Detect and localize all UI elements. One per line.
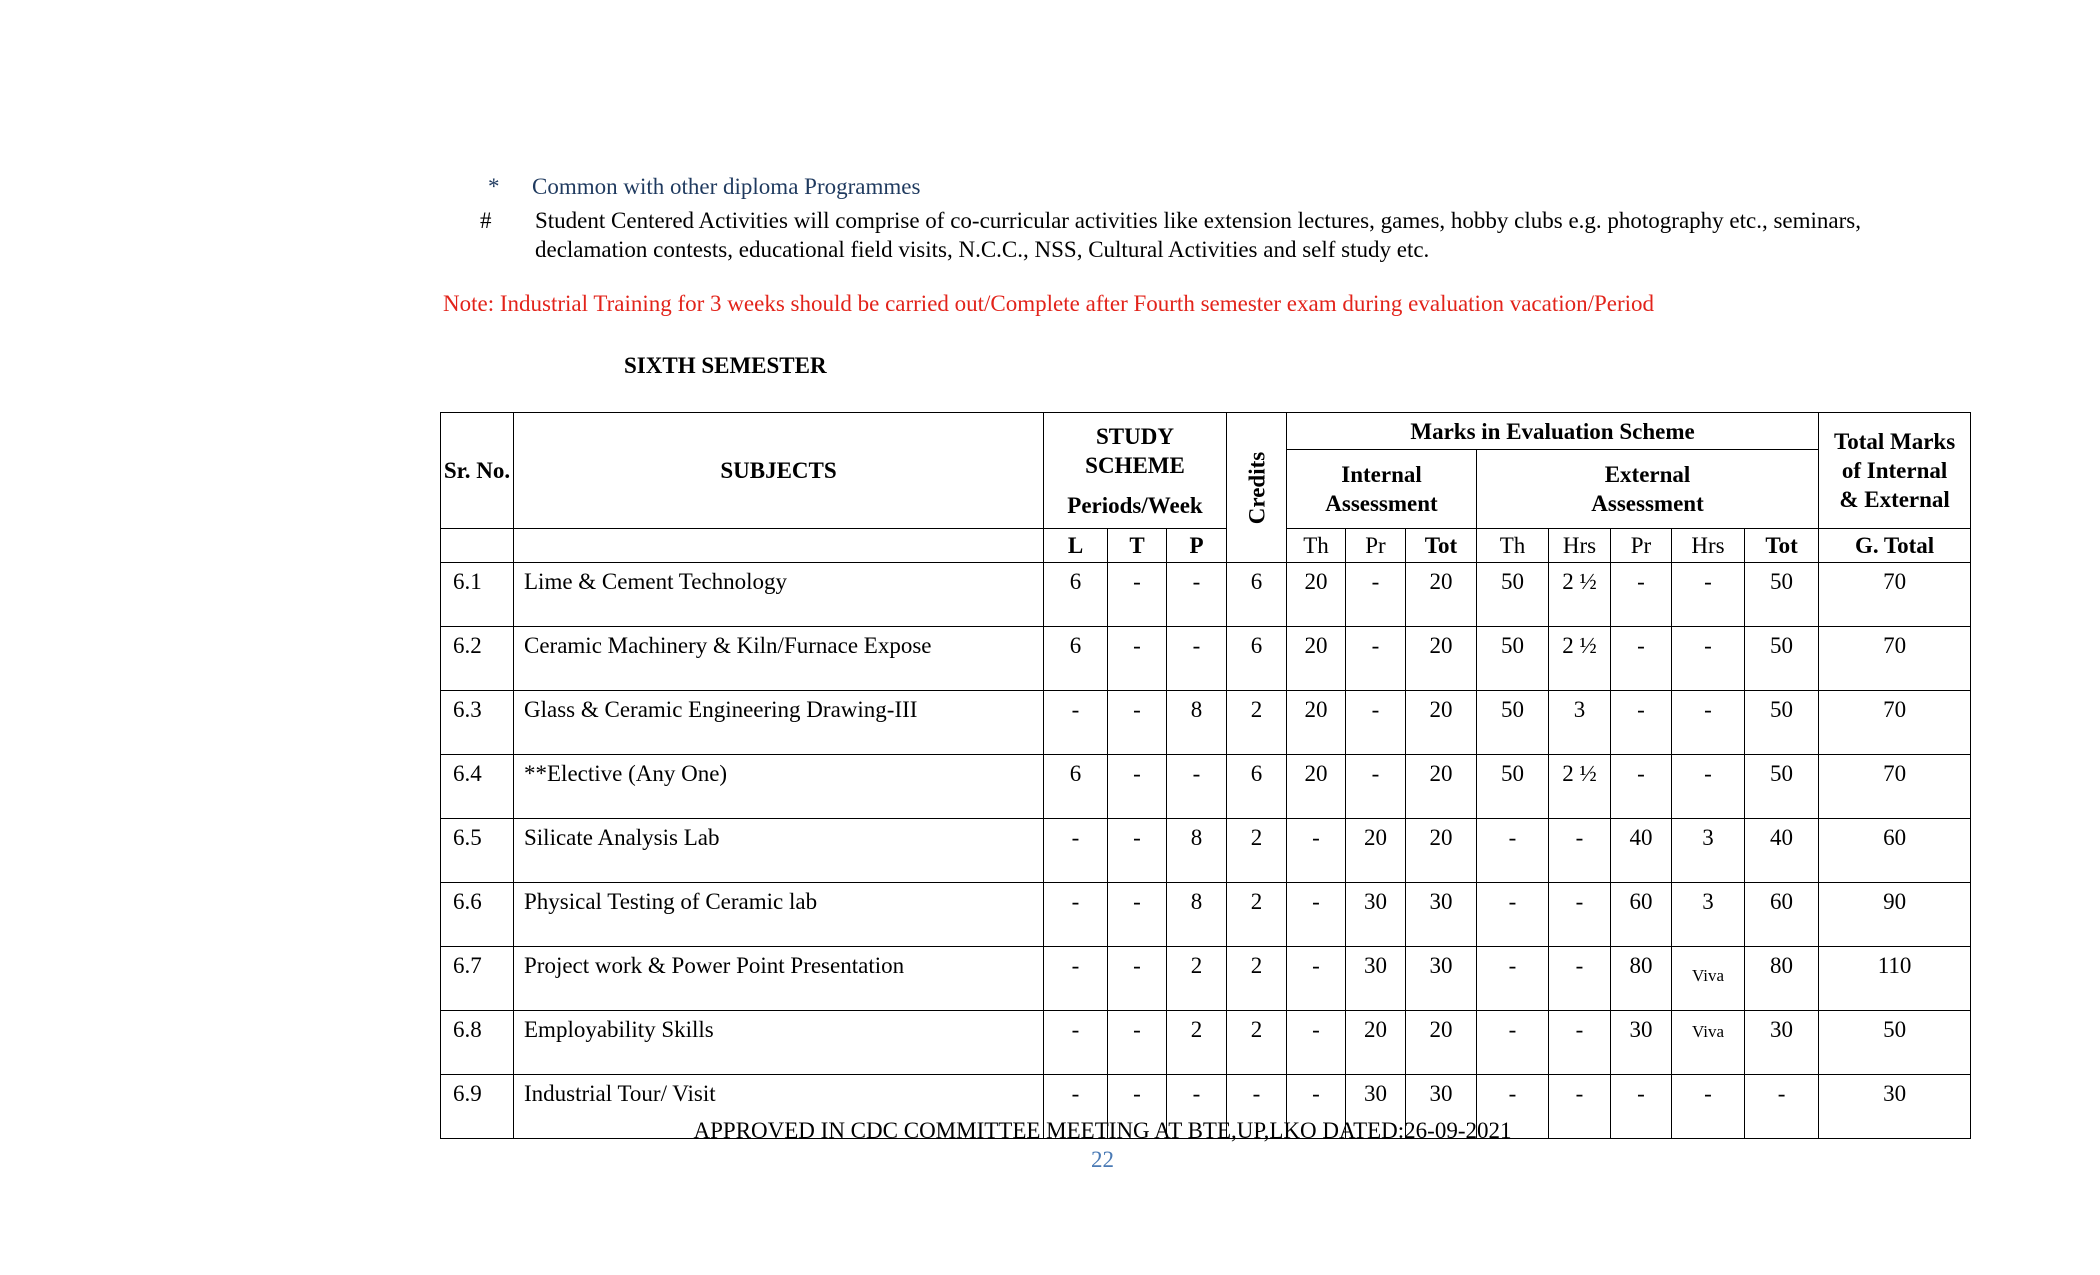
header-row: [441, 413, 1971, 450]
cell-l: -: [1044, 1075, 1108, 1139]
total-marks-header: [1819, 413, 1971, 529]
cell-p: 2: [1167, 947, 1227, 1011]
total-marks-label: Total Marks of Internal & External: [1833, 429, 1956, 512]
cell-l: -: [1044, 819, 1108, 883]
cell-sr: 6.5: [441, 819, 514, 883]
cell-l: -: [1044, 883, 1108, 947]
cell-int-tot: 20: [1406, 1011, 1477, 1075]
col-ext-pr: Pr: [1611, 529, 1672, 563]
cell-ext-th: -: [1477, 819, 1549, 883]
evaluation-scheme-table: [440, 412, 1971, 1139]
cell-ext-pr: -: [1611, 563, 1672, 627]
cell-p: -: [1167, 1075, 1227, 1139]
cell-ext-pr: -: [1611, 755, 1672, 819]
cell-ext-pr-hrs: 3: [1672, 819, 1745, 883]
col-int-th: Th: [1287, 529, 1346, 563]
cell-subject: Glass & Ceramic Engineering Drawing-III: [514, 691, 1044, 755]
cell-t: -: [1108, 627, 1167, 691]
cell-ext-pr: 30: [1611, 1011, 1672, 1075]
cell-l: 6: [1044, 755, 1108, 819]
cell-sr: 6.2: [441, 627, 514, 691]
cell-ext-pr-hrs: -: [1672, 1075, 1745, 1139]
cell-sr: 6.9: [441, 1075, 514, 1139]
cell-int-th: 20: [1287, 563, 1346, 627]
cell-subject: Ceramic Machinery & Kiln/Furnace Expose: [514, 627, 1044, 691]
cell-t: -: [1108, 1011, 1167, 1075]
table-row: [441, 627, 1971, 691]
approval-footer: APPROVED IN CDC COMMITTEE MEETING AT BTE,UP,LKO DATED:26-09-2021: [693, 1118, 1512, 1143]
cell-int-pr: 20: [1346, 1011, 1406, 1075]
cell-p: -: [1167, 755, 1227, 819]
study-scheme-title: STUDY SCHEME: [1085, 424, 1185, 478]
table-row: [441, 819, 1971, 883]
cell-credits: 6: [1227, 627, 1287, 691]
cell-p: -: [1167, 627, 1227, 691]
cell-int-pr: 30: [1346, 1075, 1406, 1139]
cell-l: -: [1044, 947, 1108, 1011]
cell-int-tot: 20: [1406, 691, 1477, 755]
periods-week-label: Periods/Week: [1067, 493, 1203, 518]
credits-label: Credits: [1244, 451, 1269, 524]
footnote-text: Common with other diploma Programmes: [532, 174, 921, 199]
cell-subject: Physical Testing of Ceramic lab: [514, 883, 1044, 947]
cell-ext-pr-hrs: 3: [1672, 883, 1745, 947]
cell-int-th: -: [1287, 883, 1346, 947]
col-p: P: [1167, 529, 1227, 563]
semester-title: SIXTH SEMESTER: [624, 353, 827, 378]
cell-ext-pr-hrs: [1672, 1011, 1745, 1075]
cell-sr: 6.1: [441, 563, 514, 627]
table-row: [441, 947, 1971, 1011]
col-ext-th-hrs: Hrs: [1549, 529, 1611, 563]
cell-t: -: [1108, 755, 1167, 819]
cell-g-total: 70: [1819, 691, 1971, 755]
cell-int-pr: -: [1346, 627, 1406, 691]
cell-int-tot: 30: [1406, 1075, 1477, 1139]
col-ext-tot: Tot: [1745, 529, 1819, 563]
cell-ext-tot: 40: [1745, 819, 1819, 883]
cell-int-tot: 20: [1406, 563, 1477, 627]
cell-t: -: [1108, 691, 1167, 755]
cell-ext-pr: 40: [1611, 819, 1672, 883]
page-number: 22: [1091, 1147, 1114, 1172]
cell-subject: **Elective (Any One): [514, 755, 1044, 819]
cell-ext-tot: 80: [1745, 947, 1819, 1011]
cell-p: 2: [1167, 1011, 1227, 1075]
cell-t: -: [1108, 819, 1167, 883]
footnote-symbol: #: [480, 208, 492, 233]
cell-ext-pr-hrs: -: [1672, 755, 1745, 819]
cell-g-total: 70: [1819, 563, 1971, 627]
cell-int-th: -: [1287, 1075, 1346, 1139]
subheader-row: [441, 529, 1971, 563]
subjects-header: SUBJECTS: [514, 413, 1044, 529]
cell-l: 6: [1044, 563, 1108, 627]
cell-int-th: -: [1287, 1011, 1346, 1075]
cell-int-tot: 20: [1406, 755, 1477, 819]
table-row: [441, 691, 1971, 755]
cell-sr: 6.6: [441, 883, 514, 947]
cell-ext-tot: 50: [1745, 691, 1819, 755]
cell-g-total: 30: [1819, 1075, 1971, 1139]
cell-ext-th-hrs: -: [1549, 947, 1611, 1011]
study-scheme-header: [1044, 413, 1227, 529]
footnote-text: Student Centered Activities will comprise of co-curricular activities like extension lectures, games, hobby clubs e.g. photography etc., seminars, declamation contests, educational field visits, N.C.C., NSS, Cultural Activities and self study etc.: [535, 208, 1861, 262]
cell-l: -: [1044, 691, 1108, 755]
table-row: [441, 563, 1971, 627]
cell-l: 6: [1044, 627, 1108, 691]
cell-ext-th: -: [1477, 1075, 1549, 1139]
col-g-total: G. Total: [1819, 529, 1971, 563]
cell-ext-tot: 50: [1745, 563, 1819, 627]
cell-credits: 2: [1227, 1011, 1287, 1075]
viva-label: Viva: [1691, 966, 1725, 985]
cell-p: 8: [1167, 691, 1227, 755]
cell-subject: Lime & Cement Technology: [514, 563, 1044, 627]
cell-t: -: [1108, 1075, 1167, 1139]
cell-int-th: 20: [1287, 691, 1346, 755]
cell-ext-pr-hrs: -: [1672, 627, 1745, 691]
cell-credits: 2: [1227, 691, 1287, 755]
cell-g-total: 110: [1819, 947, 1971, 1011]
cell-ext-tot: 50: [1745, 755, 1819, 819]
cell-subject: Employability Skills: [514, 1011, 1044, 1075]
table-row: [441, 883, 1971, 947]
cell-ext-pr: -: [1611, 691, 1672, 755]
cell-p: -: [1167, 563, 1227, 627]
cell-credits: 6: [1227, 755, 1287, 819]
cell-credits: -: [1227, 1075, 1287, 1139]
cell-int-pr: 30: [1346, 883, 1406, 947]
viva-label: Viva: [1691, 1022, 1725, 1041]
cell-credits: 6: [1227, 563, 1287, 627]
industrial-training-note: Note: Industrial Training for 3 weeks should be carried out/Complete after Fourth semester exam during evaluation vacation/Period: [443, 291, 1655, 316]
cell-ext-pr: 80: [1611, 947, 1672, 1011]
credits-header: [1227, 413, 1287, 563]
cell-ext-th-hrs: 2 ½: [1549, 563, 1611, 627]
cell-int-pr: -: [1346, 691, 1406, 755]
cell-ext-th: 50: [1477, 755, 1549, 819]
cell-ext-th: 50: [1477, 563, 1549, 627]
cell-ext-pr-hrs: [1672, 947, 1745, 1011]
col-int-pr: Pr: [1346, 529, 1406, 563]
cell-int-pr: -: [1346, 563, 1406, 627]
cell-ext-th-hrs: -: [1549, 883, 1611, 947]
cell-ext-pr: 60: [1611, 883, 1672, 947]
subjects-blank: [514, 529, 1044, 563]
cell-int-tot: 20: [1406, 819, 1477, 883]
cell-sr: 6.4: [441, 755, 514, 819]
external-assessment-label: External Assessment: [1591, 462, 1704, 516]
col-int-tot: Tot: [1406, 529, 1477, 563]
cell-g-total: 70: [1819, 755, 1971, 819]
cell-ext-th-hrs: -: [1549, 819, 1611, 883]
cell-ext-pr-hrs: -: [1672, 563, 1745, 627]
cell-int-th: 20: [1287, 755, 1346, 819]
cell-ext-pr-hrs: -: [1672, 691, 1745, 755]
col-t: T: [1108, 529, 1167, 563]
cell-int-pr: 20: [1346, 819, 1406, 883]
cell-int-pr: -: [1346, 755, 1406, 819]
cell-int-th: 20: [1287, 627, 1346, 691]
col-ext-pr-hrs: Hrs: [1672, 529, 1745, 563]
col-ext-th: Th: [1477, 529, 1549, 563]
cell-ext-th: 50: [1477, 691, 1549, 755]
cell-g-total: 90: [1819, 883, 1971, 947]
cell-credits: 2: [1227, 883, 1287, 947]
cell-subject: Project work & Power Point Presentation: [514, 947, 1044, 1011]
col-l: L: [1044, 529, 1108, 563]
cell-l: -: [1044, 1011, 1108, 1075]
cell-ext-th-hrs: -: [1549, 1075, 1611, 1139]
cell-ext-th-hrs: 2 ½: [1549, 755, 1611, 819]
cell-ext-tot: 50: [1745, 627, 1819, 691]
cell-sr: 6.7: [441, 947, 514, 1011]
cell-sr: 6.8: [441, 1011, 514, 1075]
cell-t: -: [1108, 883, 1167, 947]
cell-int-tot: 30: [1406, 883, 1477, 947]
cell-credits: 2: [1227, 947, 1287, 1011]
cell-ext-pr: -: [1611, 627, 1672, 691]
cell-subject: Silicate Analysis Lab: [514, 819, 1044, 883]
cell-ext-tot: 30: [1745, 1011, 1819, 1075]
cell-int-tot: 30: [1406, 947, 1477, 1011]
cell-ext-th: -: [1477, 1011, 1549, 1075]
cell-sr: 6.3: [441, 691, 514, 755]
cell-ext-th: -: [1477, 947, 1549, 1011]
sr-no-header: Sr. No.: [441, 413, 514, 529]
cell-ext-pr: -: [1611, 1075, 1672, 1139]
cell-ext-th: -: [1477, 883, 1549, 947]
cell-ext-tot: 60: [1745, 883, 1819, 947]
table-row: [441, 755, 1971, 819]
cell-ext-th-hrs: 2 ½: [1549, 627, 1611, 691]
marks-scheme-header: Marks in Evaluation Scheme: [1287, 413, 1819, 450]
cell-ext-tot: -: [1745, 1075, 1819, 1139]
cell-int-th: -: [1287, 819, 1346, 883]
cell-g-total: 60: [1819, 819, 1971, 883]
internal-assessment-header: [1287, 450, 1477, 529]
sr-no-blank: [441, 529, 514, 563]
internal-assessment-label: Internal Assessment: [1325, 462, 1438, 516]
external-assessment-header: [1477, 450, 1819, 529]
table-row: [441, 1011, 1971, 1075]
cell-int-th: -: [1287, 947, 1346, 1011]
cell-int-tot: 20: [1406, 627, 1477, 691]
cell-int-pr: 30: [1346, 947, 1406, 1011]
cell-p: 8: [1167, 883, 1227, 947]
cell-g-total: 50: [1819, 1011, 1971, 1075]
cell-subject: Industrial Tour/ Visit: [514, 1075, 1044, 1139]
cell-ext-th: 50: [1477, 627, 1549, 691]
cell-ext-th-hrs: 3: [1549, 691, 1611, 755]
cell-t: -: [1108, 563, 1167, 627]
cell-ext-th-hrs: -: [1549, 1011, 1611, 1075]
cell-p: 8: [1167, 819, 1227, 883]
footnote-symbol: *: [488, 174, 500, 199]
cell-g-total: 70: [1819, 627, 1971, 691]
cell-credits: 2: [1227, 819, 1287, 883]
cell-t: -: [1108, 947, 1167, 1011]
